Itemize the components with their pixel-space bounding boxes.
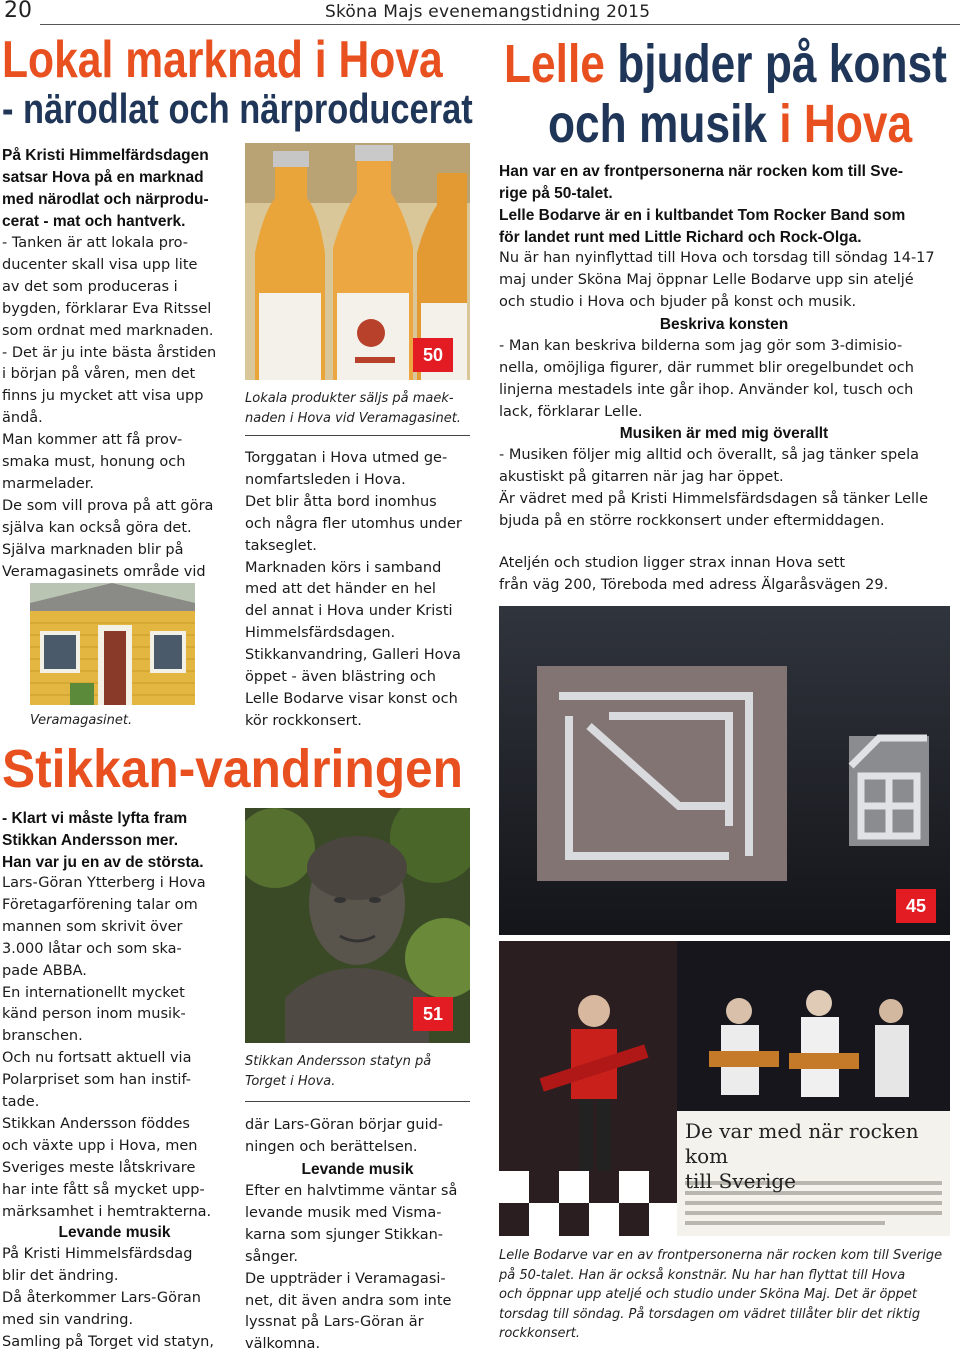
market-body-col1: - Tanken är att lokala pro- ducenter skall visa upp lite av det som produceras i bygden, förklarar Eva Ritssel som ordnat med marknaden. - Det är ju inte bästa årstiden i början på våren, men det finns ju mycket att visa upp ändå. Man kommer att få prov- smaka must, honung och marmelader. De som vill prova på att göra själva kan också göra det. Själva marknaden blir på Veramagasinets område vid — [2, 235, 217, 580]
stikkan-body-col1: Lars-Göran Ytterberg i Hova Företagarförening talar om mannen som skrivit över 3.000 låtar och som ska- pade ABBA. En internationellt mycket känd person inom musik- branschen. Och nu fortsatt aktuell via Polarpriset som han instif- tade. Stikkan Andersson föddes och växte upp i Hova, men Sveriges meste låtskrivare har inte fått så mycket upp- märksamhet i hemtrakterna. — [2, 875, 212, 1220]
page-number: 20 — [4, 0, 32, 23]
art-headline-line1 — [504, 34, 947, 94]
bottles-badge: 50 — [413, 338, 453, 372]
art-lead: Han var en av frontpersonerna när rocken kom till Sve- rige på 50-talet. Lelle Bodarve är en i kultbandet Tom Rocker Band som för landet runt med Little Richard och Rock-Olga. — [499, 163, 906, 246]
clipping-headline: De var med när rocken kom till Sverige — [685, 1119, 919, 1193]
art-subhead1: Beskriva konsten — [659, 316, 789, 333]
market-subheadline: - närodlat och närproducerat — [2, 85, 473, 132]
stikkan-subhead2: Levande musik — [301, 1161, 414, 1178]
stikkan-body-col2: där Lars-Göran börjar guid- ningen och berättelsen. — [245, 1117, 444, 1155]
header-rule — [40, 24, 960, 25]
veramagasinet-photo — [30, 583, 195, 705]
art-body1: Nu är han nyinflyttad till Hova och torsdag till söndag 14-17 maj under Sköna Maj öppnar Lelle Bodarve upp sin ateljé och studio i Hova och bjuder på konst och musik. — [499, 250, 935, 310]
art-headline-line2 — [548, 94, 912, 154]
statue-caption-rule — [245, 1101, 470, 1102]
veramagasinet-caption: Veramagasinet. — [30, 713, 133, 728]
art-headline-word2: bjuder på konst — [604, 34, 947, 94]
market-lead: På Kristi Himmelfärdsdagen satsar Hova på en marknad med närodlat och närprodu- cerat - mat och hantverk. — [2, 147, 209, 230]
publication-title: Sköna Majs evenemangstidning 2015 — [325, 2, 651, 22]
art-subhead2: Musiken är med mig överallt — [619, 425, 829, 442]
art-headline-word3: och musik — [548, 94, 780, 154]
statue-caption: Stikkan Andersson statyn på Torget i Hova. — [245, 1054, 432, 1089]
art-headline-word4: i Hova — [779, 94, 913, 154]
artwork-image — [499, 606, 950, 935]
artwork-photo — [499, 606, 950, 935]
statue-photo — [245, 808, 470, 1043]
art-body3: - Musiken följer mig alltid och överallt, så jag tänker spela akustiskt på gitarren när jag har öppet. Är vädret med på Kristi Himmelsfärdsdagen så tänker Lelle bjuda på en större rockkonsert under eftermiddagen. — [499, 447, 929, 529]
stikkan-headline: Stikkan-vandringen — [2, 739, 464, 799]
stikkan-subhead1: Levande musik — [58, 1224, 171, 1241]
market-body-col2: Torggatan i Hova utmed ge- nomfartsleden i Hova. Det blir åtta bord inomhus och några fler utomhus under takseglet. Marknaden körs i samband med att det händer en hel del annat i Hova under Kristi Himmelsfärdsdagen. Stikkanvandring, Galleri Hova öppet - även blästring och Lelle Bodarve visar konst och kör rockkonsert. — [245, 450, 462, 729]
stikkan-body-col2b: Efter en halvtimme väntar så levande musik med Visma- karna som sjunger Stikkan- sånger. De uppträder i Veramagasi- net, dit även andra som inte lyssnat på Lars-Göran är välkomna. — [245, 1183, 458, 1353]
stikkan-body-col1b: På Kristi Himmelsfärdsdag blir det ändring. Då återkommer Lars-Göran med sin vandring. Samling på Torget vid statyn, — [2, 1246, 214, 1350]
bottles-caption: Lokala produkter säljs på maek- naden i Hova vid Veramagasinet. — [245, 391, 461, 426]
art-body2: - Man kan beskriva bilderna som jag gör som 3-dimisio- nella, omöjliga figurer, där rummet blir oregelbundet och linjerna mestadels inte går ihop. Använder kol, tusch och lack, förklarar Lelle. — [499, 338, 914, 420]
artwork-badge: 45 — [896, 889, 936, 923]
veramagasinet-image — [30, 583, 195, 705]
statue-badge: 51 — [413, 997, 453, 1031]
art-body4: Ateljén och studion ligger strax innan Hova sett från väg 200, Töreboda med adress Älgaråsvägen 29. — [499, 555, 889, 593]
band-photo — [499, 941, 950, 1236]
art-caption: Lelle Bodarve var en av frontpersonerna när rocken kom till Sverige på 50-talet. Han är också konstnär. Nu har han flyttat till Hova och öppnar upp ateljé och studio under Sköna Maj. Det är öppet torsdag till söndag. På torsdagen om vädret tillåter blir det riktig rockkonsert. — [499, 1248, 943, 1341]
bottles-photo — [245, 143, 470, 380]
stikkan-lead: - Klart vi måste lyfta fram Stikkan Andersson mer. Han var ju en av de största. — [2, 810, 204, 871]
caption-rule — [245, 435, 470, 436]
art-headline-word1: Lelle — [504, 34, 605, 94]
market-headline: Lokal marknad i Hova — [2, 31, 443, 89]
